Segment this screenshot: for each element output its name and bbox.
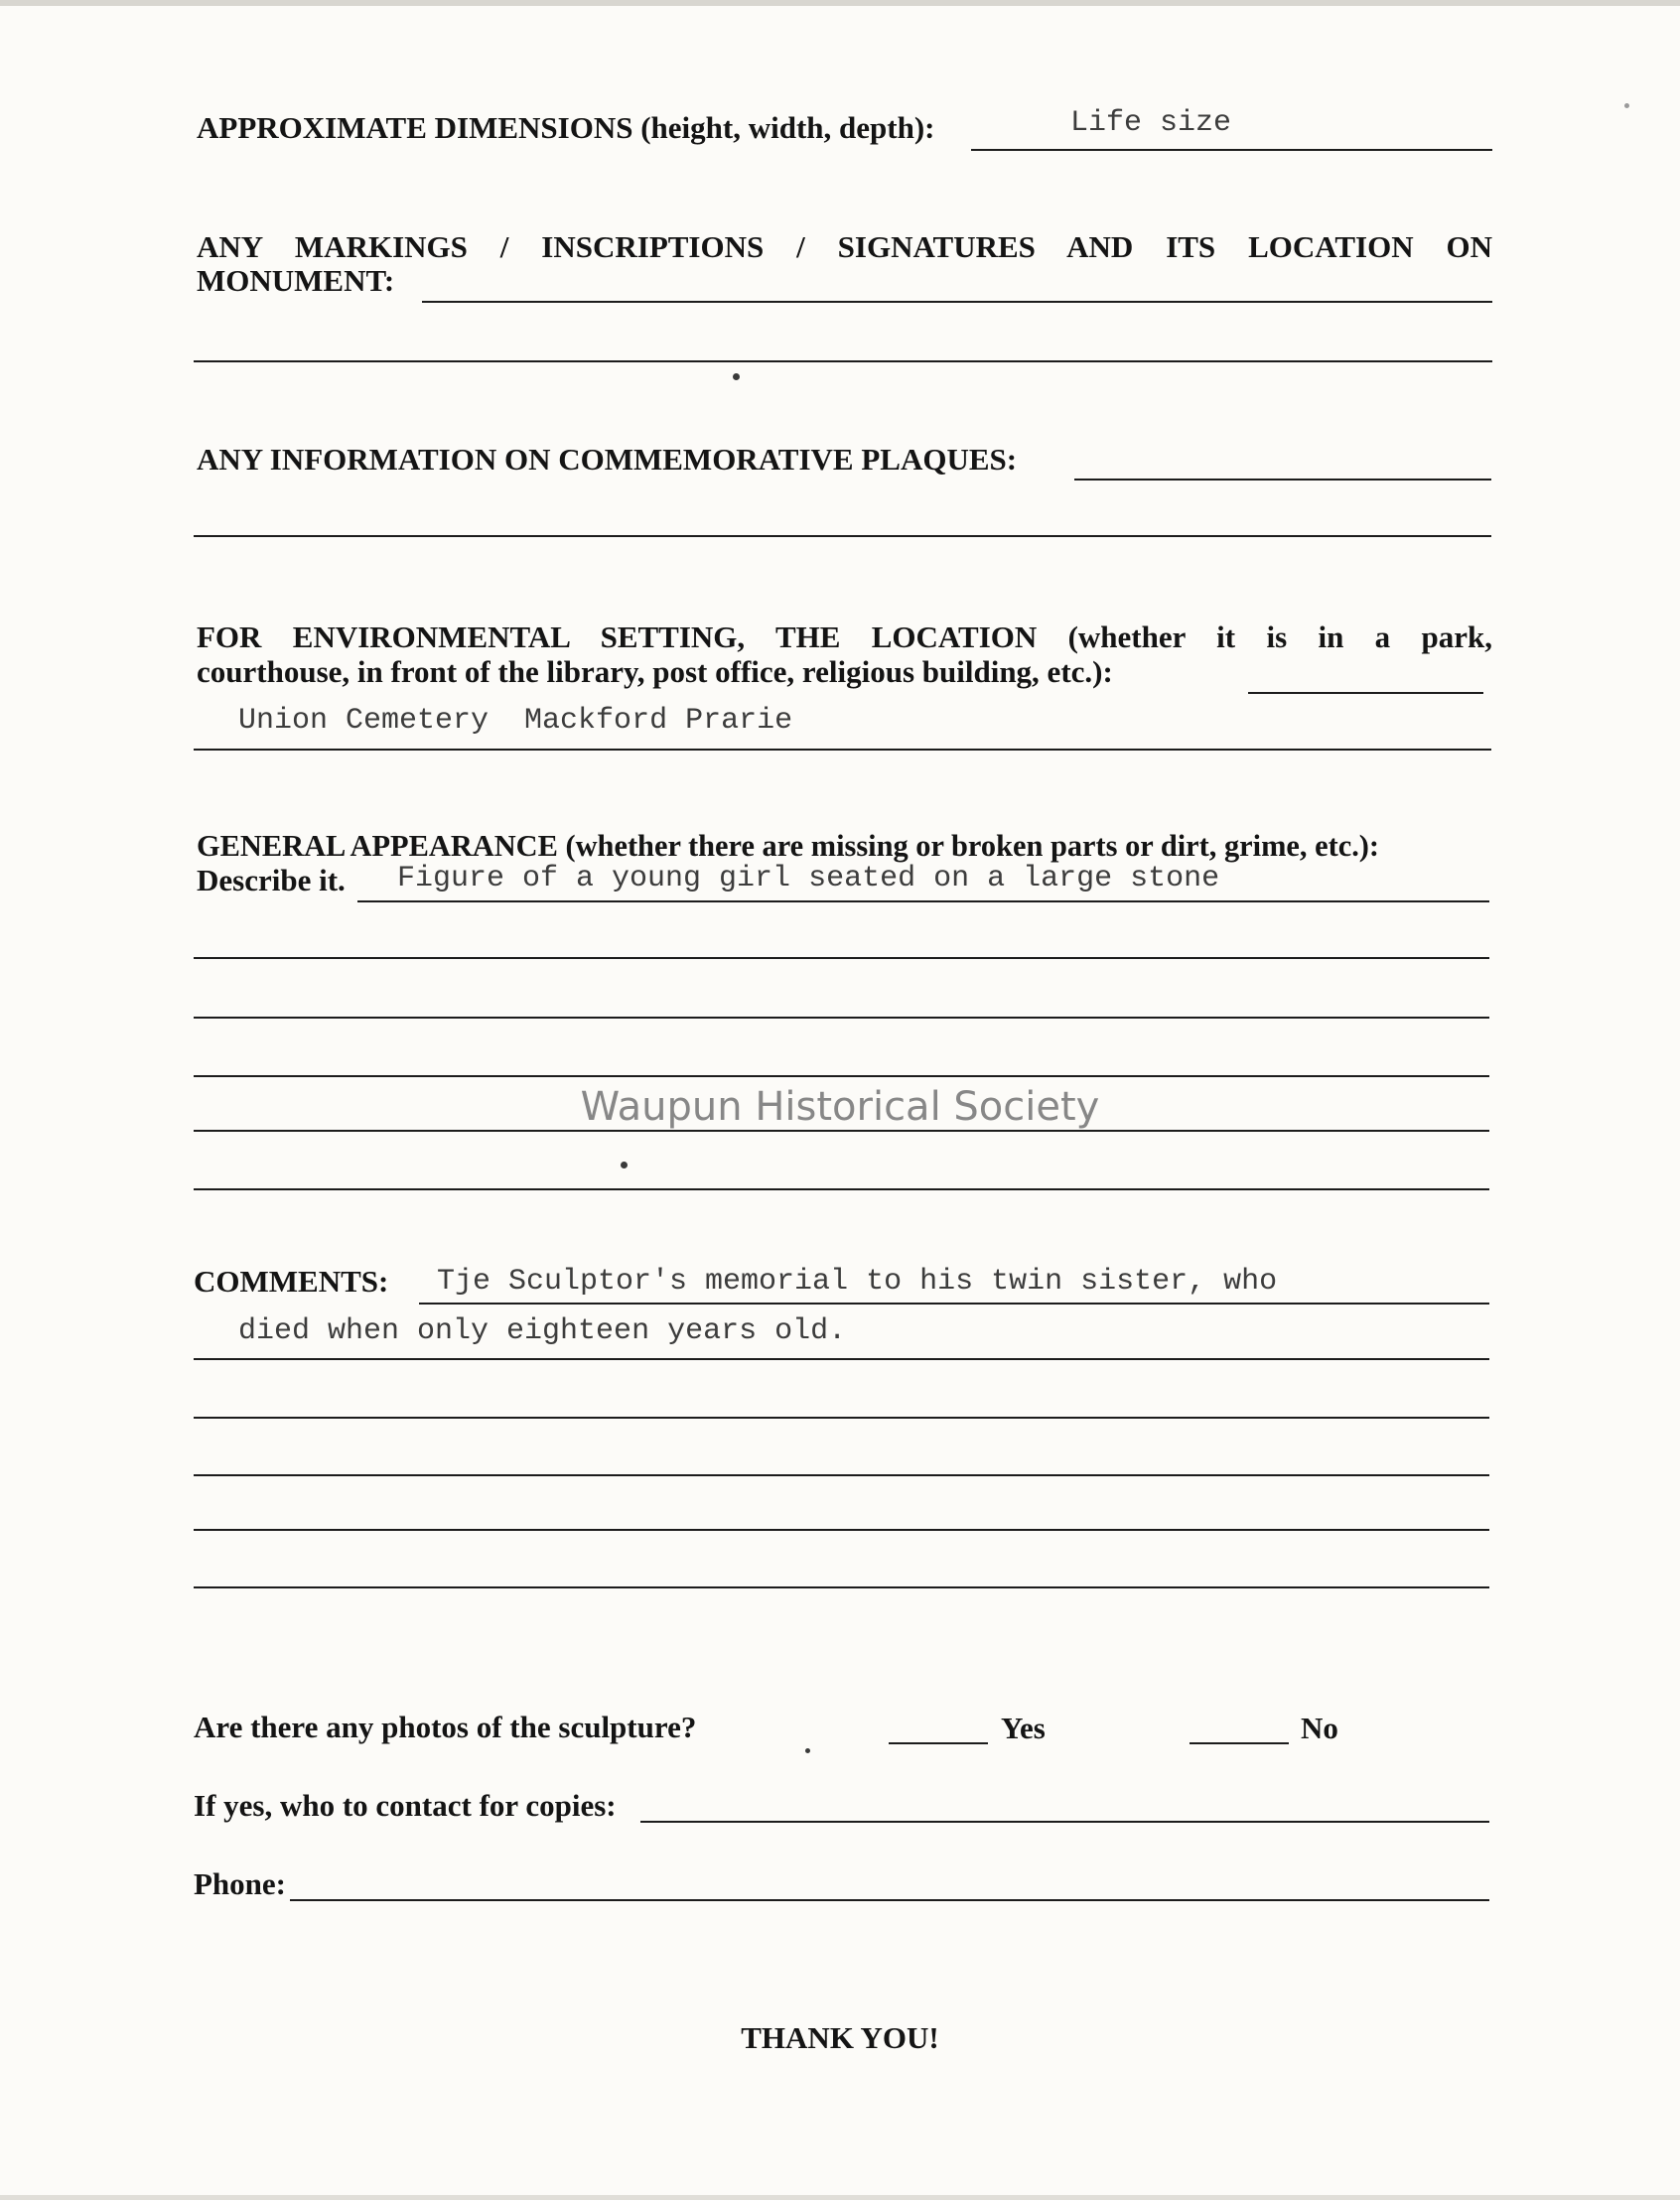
environment-label-line1: FOR ENVIRONMENTAL SETTING, THE LOCATION (whether it is in a park,: [197, 619, 1492, 654]
appearance-label-line2: Describe it.: [197, 863, 346, 897]
comments-line-3[interactable]: [194, 1417, 1489, 1419]
markings-line-1[interactable]: [422, 301, 1492, 303]
photos-yes-blank[interactable]: [889, 1742, 988, 1744]
comments-label: COMMENTS:: [194, 1264, 389, 1299]
scan-edge-bottom: [0, 2195, 1680, 2200]
comments-value-line1: Tje Sculptor's memorial to his twin sister, who: [437, 1265, 1278, 1299]
phone-line[interactable]: [290, 1899, 1489, 1901]
environment-value: Union Cemetery Mackford Prarie: [238, 704, 793, 738]
scan-speck: [1624, 103, 1629, 108]
appearance-line-3[interactable]: [194, 1017, 1489, 1019]
markings-label-line2: MONUMENT:: [197, 263, 395, 298]
appearance-line-2[interactable]: [194, 957, 1489, 959]
scan-speck: [805, 1748, 810, 1753]
appearance-value: Figure of a young girl seated on a large stone: [397, 862, 1220, 895]
watermark: Waupun Historical Society: [580, 1084, 1100, 1130]
comments-value-line2: died when only eighteen years old.: [238, 1314, 847, 1348]
photos-question: Are there any photos of the sculpture?: [194, 1710, 697, 1744]
comments-line-2[interactable]: [194, 1358, 1489, 1360]
photos-yes-label: Yes: [1001, 1711, 1046, 1745]
markings-line-2[interactable]: [194, 360, 1492, 362]
contact-label: If yes, who to contact for copies:: [194, 1788, 617, 1823]
appearance-line-4[interactable]: [194, 1075, 1489, 1077]
appearance-label-line1: GENERAL APPEARANCE (whether there are missing or broken parts or dirt, grime, etc.):: [197, 829, 1380, 863]
dimensions-value: Life size: [1070, 106, 1232, 140]
environment-line-1[interactable]: [1248, 692, 1483, 694]
dimensions-line[interactable]: [971, 149, 1492, 151]
plaques-line-2[interactable]: [194, 535, 1491, 537]
photos-no-blank[interactable]: [1190, 1742, 1289, 1744]
contact-line[interactable]: [640, 1821, 1489, 1823]
scan-edge-top: [0, 0, 1680, 6]
plaques-line-1[interactable]: [1074, 479, 1491, 481]
photos-no-label: No: [1301, 1711, 1338, 1745]
appearance-line-1[interactable]: [357, 900, 1489, 902]
plaques-label: ANY INFORMATION ON COMMEMORATIVE PLAQUES:: [197, 442, 1018, 477]
appearance-line-6[interactable]: [194, 1188, 1489, 1190]
scan-speck: [733, 373, 740, 380]
dimensions-label: APPROXIMATE DIMENSIONS (height, width, depth):: [197, 110, 935, 145]
markings-label-line1: ANY MARKINGS / INSCRIPTIONS / SIGNATURES AND ITS LOCATION ON: [197, 229, 1492, 264]
scan-speck: [621, 1162, 628, 1169]
comments-line-6[interactable]: [194, 1586, 1489, 1588]
comments-line-1[interactable]: [419, 1303, 1489, 1305]
closing-text: THANK YOU!: [741, 2020, 939, 2055]
phone-label: Phone:: [194, 1866, 286, 1901]
environment-label-line2: courthouse, in front of the library, post office, religious building, etc.):: [197, 654, 1113, 689]
environment-line-2[interactable]: [194, 749, 1491, 751]
comments-line-4[interactable]: [194, 1474, 1489, 1476]
comments-line-5[interactable]: [194, 1529, 1489, 1531]
